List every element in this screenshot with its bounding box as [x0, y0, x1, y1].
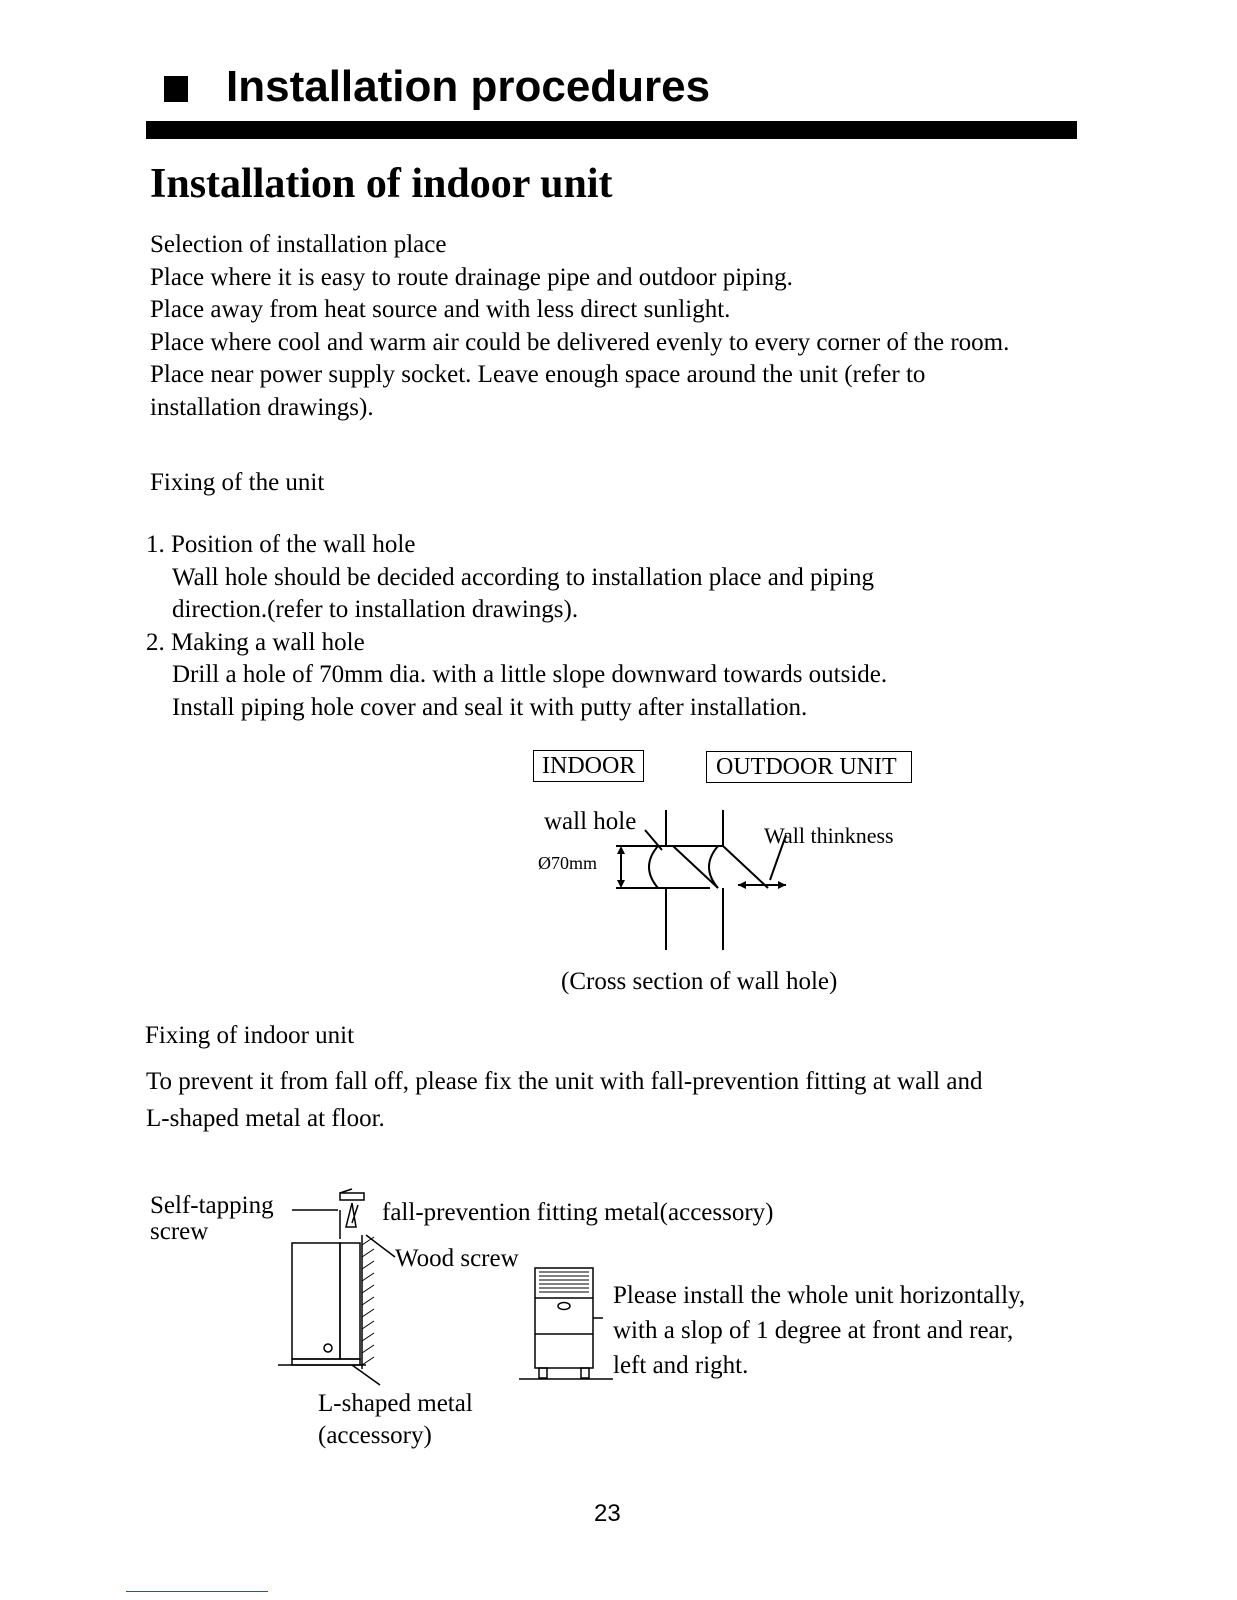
- selection-line: installation drawings).: [150, 393, 374, 421]
- diameter-label: Ø70mm: [538, 853, 598, 873]
- fitting-metal-label: fall-prevention fitting metal(accessory): [382, 1199, 774, 1226]
- fixing-unit-heading: Fixing of the unit: [150, 469, 325, 496]
- wall-thickness-label: Wall thinkness: [764, 823, 894, 848]
- fixing-indoor-line: L-shaped metal at floor.: [146, 1105, 385, 1132]
- step-2-title: 2. Making a wall hole: [146, 628, 365, 656]
- step-1-title: 1. Position of the wall hole: [146, 531, 416, 558]
- header-rule: [146, 121, 1077, 139]
- indoor-label-box: INDOOR: [533, 750, 644, 782]
- wall-hole-caption: (Cross section of wall hole): [561, 968, 838, 995]
- fixing-indoor-line: To prevent it from fall off, please fix the unit with fall-prevention fitting at wall and: [146, 1068, 983, 1095]
- selection-line: Place where it is easy to route drainage pipe and outdoor piping.: [150, 263, 793, 291]
- step-2-line: Drill a hole of 70mm dia. with a little slope downward towards outside.: [172, 661, 888, 688]
- selection-block: [150, 229, 1009, 424]
- selection-line: Place near power supply socket. Leave enough space around the unit (refer to: [150, 361, 926, 388]
- wall-hole-cross-section-drawing: [600, 800, 800, 960]
- selection-line: Place where cool and warm air could be delivered evenly to every corner of the room.: [150, 328, 1010, 356]
- side-view-unit-drawing: [270, 1185, 410, 1395]
- self-tapping-screw-label: Self-tapping screw: [150, 1192, 274, 1245]
- link-underline: [126, 1591, 268, 1592]
- fixing-indoor-text: [146, 1063, 982, 1137]
- step-2-line: Install piping hole cover and seal it with putty after installation.: [172, 693, 808, 721]
- horizontal-install-note: Please install the whole unit horizontally, with a slop of 1 degree at front and rear, left and right.: [613, 1282, 1026, 1379]
- page-header-title: Installation procedures: [226, 62, 711, 111]
- step-1-line: Wall hole should be decided according to installation place and piping: [172, 563, 874, 591]
- wood-screw-label: Wood screw: [395, 1245, 519, 1272]
- fixing-indoor-heading: Fixing of indoor unit: [145, 1022, 355, 1049]
- page-number: 23: [594, 1500, 621, 1527]
- front-view-unit-drawing: [515, 1262, 615, 1382]
- outdoor-unit-label-box: OUTDOOR UNIT: [706, 751, 912, 783]
- wall-hole-label: wall hole: [544, 808, 637, 835]
- selection-heading: Selection of installation place: [150, 231, 447, 258]
- step-1-line: direction.(refer to installation drawings).: [172, 596, 579, 623]
- section-title: Installation of indoor unit: [150, 161, 613, 207]
- header-bullet-square: [164, 76, 188, 102]
- selection-line: Place away from heat source and with less direct sunlight.: [150, 296, 731, 323]
- l-shaped-metal-label: L-shaped metal (accessory): [318, 1390, 473, 1449]
- fixing-steps: [146, 529, 887, 724]
